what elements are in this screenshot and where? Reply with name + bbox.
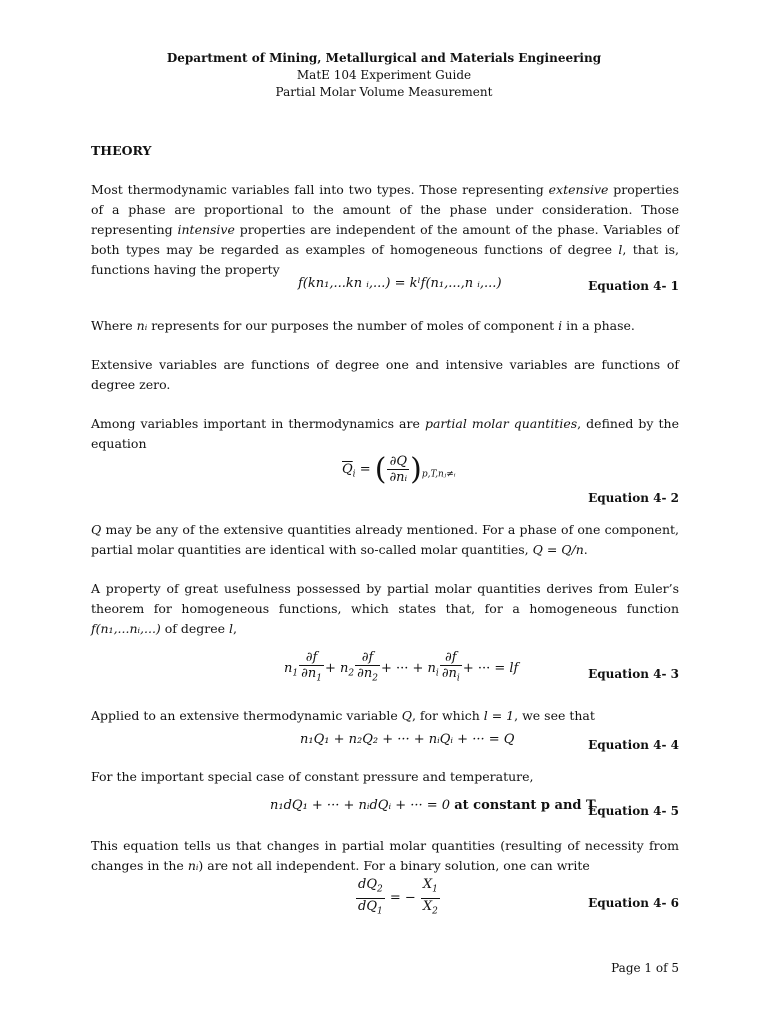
paragraph-2: Where nᵢ represents for our purposes the number of moles of component i in a phase. [91, 318, 635, 333]
paragraph-1: Most thermodynamic variables fall into two types. Those representing extensive properties of a phase are proportional to the amount of the phase under consideration. Those representing intensive properties are independent of the amount of the phase. Variables of both types may be regarded as examples of homogeneous functions of degree l, that is, functions having the property [91, 182, 680, 277]
course-title: MatE 104 Experiment Guide [296, 68, 472, 82]
equation-5-label: Equation 4- 5 [588, 804, 679, 818]
equation-5: n₁dQ₁ + ··· + nᵢdQᵢ + ··· = 0 at constant p and T [270, 798, 596, 813]
equation-6: $\frac{dQ_2}{dQ_1}$ = − $\frac{X_1}{X_2}$ [358, 877, 438, 917]
equation-2: $\overline{Q}_i$ = ( $\frac{\partial Q}{\text{∂nᵢ}}$ )$_{p,T,nⱼ\ne ᵢ}$ [342, 452, 456, 487]
theory-heading: THEORY [91, 143, 152, 158]
paragraph-8: For the important special case of constant pressure and temperature, [91, 769, 534, 784]
equation-2-label: Equation 4- 2 [588, 491, 679, 505]
paragraph-6: A property of great usefulness possessed by partial molar quantities derives from Euler’s theorem for homogeneous functions, which states that, for a homogeneous function f(n₁,...nᵢ,...) of degree l, [91, 581, 679, 636]
equation-1: f(kn₁,...kn ᵢ,...) = kˡf(n₁,...,n ᵢ,...) [298, 276, 502, 291]
extensive-term: extensive [548, 182, 609, 197]
equation-4-label: Equation 4- 4 [588, 738, 679, 752]
equation-4: n₁Q₁ + n₂Q₂ + ··· + nᵢQᵢ + ··· = Q [300, 732, 515, 747]
document-header [0, 50, 768, 101]
equation-3-label: Equation 4- 3 [588, 667, 679, 681]
page-number: Page 1 of 5 [611, 961, 679, 975]
paragraph-5: Q may be any of the extensive quantities already mentioned. For a phase of one component, partial molar quantities are identical with so-called molar quantities, Q = Q/n. [91, 522, 679, 557]
intensive-term: intensive [177, 222, 235, 237]
equation-1-label: Equation 4- 1 [588, 279, 679, 293]
department-title: Department of Mining, Metallurgical and Materials Engineering [166, 51, 602, 65]
paragraph-4: Among variables important in thermodynamics are partial molar quantities, defined by the equation [91, 416, 679, 451]
equation-3: $n_1$ $\frac{\partial f}{\partial n_1}$ + $n_2$ $\frac{\partial f}{\partial n_2}$ + ··· + $n_i$ $\frac{\partial f}{\partial n_i}$ + ··· = lf [284, 650, 519, 684]
paragraph-9: This equation tells us that changes in partial molar quantities (resulting of necessity from changes in the nᵢ) are not all independent. For a binary solution, one can write [91, 838, 679, 873]
experiment-title: Partial Molar Volume Measurement [275, 85, 493, 99]
equation-6-label: Equation 4- 6 [588, 896, 679, 910]
paragraph-3: Extensive variables are functions of degree one and intensive variables are functions of degree zero. [91, 357, 679, 392]
paragraph-7: Applied to an extensive thermodynamic variable Q, for which l = 1, we see that [91, 708, 595, 723]
partial-molar-term: partial molar quantities [424, 416, 578, 431]
